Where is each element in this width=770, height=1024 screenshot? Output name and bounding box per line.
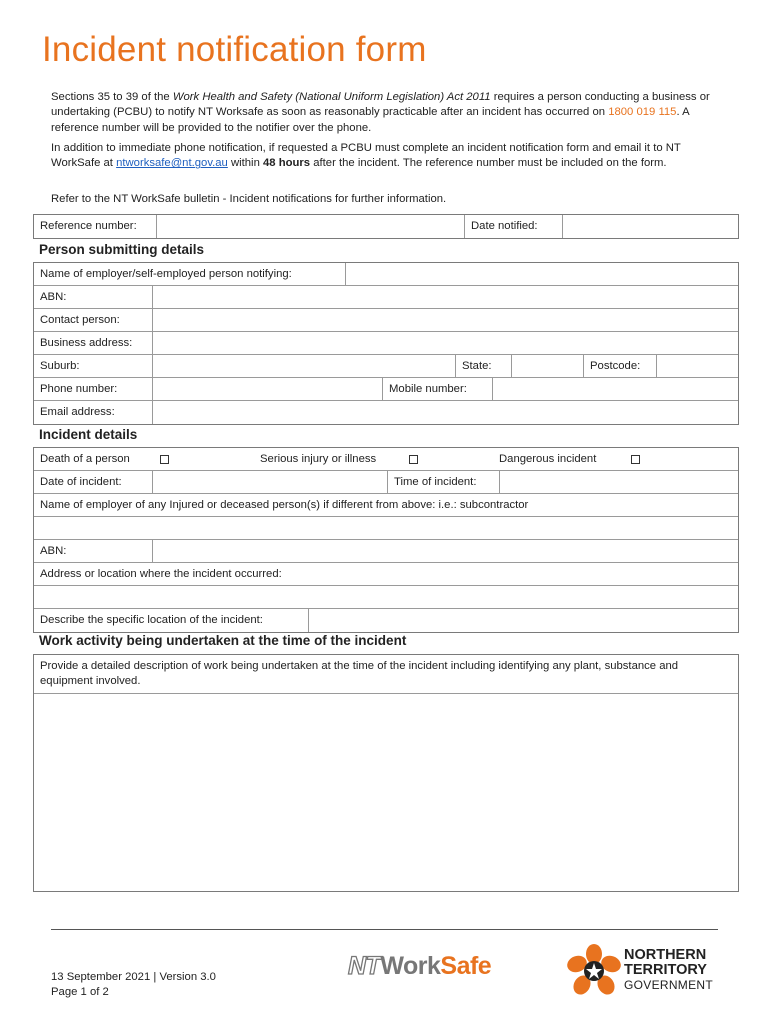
- injured-employer-label-row: [34, 494, 738, 517]
- email-link[interactable]: ntworksafe@nt.gov.au: [116, 157, 228, 170]
- intro-text: requires a person conducting a business or undertaking (PCBU) to notify NT Worksafe as soon as reasonably practicable after an incident has occurred on: [51, 91, 710, 119]
- dangerous-incident-label: Dangerous incident: [499, 453, 597, 465]
- mobile-number-label: Mobile number:: [389, 383, 467, 395]
- postcode-field[interactable]: [657, 355, 738, 377]
- person-table: [33, 262, 739, 425]
- phone-row: [34, 378, 738, 401]
- nt-worksafe-logo: NTWorkSafe: [348, 952, 492, 980]
- specific-location-field[interactable]: [309, 609, 738, 632]
- specific-location-label: Describe the specific location of the incident:: [40, 614, 263, 626]
- dangerous-incident-checkbox[interactable]: [631, 455, 640, 464]
- intro-text: . A reference number will be provided to the notifier over the phone.: [51, 106, 690, 134]
- page-title: Incident notification form: [42, 30, 427, 69]
- suburb-row: [34, 355, 738, 378]
- intro-paragraph-3: [51, 192, 731, 207]
- reference-table: [33, 214, 739, 239]
- injured-employer-field[interactable]: [34, 517, 738, 539]
- contact-person-field[interactable]: [153, 309, 738, 331]
- reference-number-label: Reference number:: [40, 220, 137, 232]
- incident-address-field-row: [34, 586, 738, 609]
- date-notified-field[interactable]: [563, 215, 738, 238]
- phone-number-link[interactable]: 1800 019 115: [608, 106, 677, 119]
- nt-government-flower-icon: [566, 944, 622, 998]
- incident-address-label: Address or location where the incident occurred:: [40, 568, 282, 580]
- intro-text: In addition to immediate phone notification, if requested a PCBU must complete an incident notification form and email it to NT WorkSafe at: [51, 142, 681, 170]
- intro-text: within: [227, 157, 263, 170]
- footer-divider: [51, 929, 718, 930]
- person-section-heading: Person submitting details: [39, 242, 205, 257]
- page-number: Page 1 of 2: [51, 986, 109, 998]
- death-label: Death of a person: [40, 453, 130, 465]
- work-description-field[interactable]: [34, 694, 738, 891]
- incident-abn-row: [34, 540, 738, 563]
- work-table: [33, 654, 739, 892]
- business-address-field[interactable]: [153, 332, 738, 354]
- work-description-label: Provide a detailed description of work being undertaken at the time of the incident including identifying any plant, substance and equipment involved.: [40, 660, 679, 687]
- employer-field[interactable]: [346, 263, 738, 285]
- email-address-label: Email address:: [40, 406, 115, 418]
- mobile-number-field[interactable]: [493, 378, 738, 400]
- nt-government-wordmark: NORTHERN TERRITORY: [624, 947, 707, 978]
- version-text: 13 September 2021 | Version 3.0: [51, 971, 216, 983]
- abn-field[interactable]: [153, 286, 738, 308]
- postcode-label: Postcode:: [590, 360, 641, 372]
- contact-row: [34, 309, 738, 332]
- intro-text: Refer to the NT WorkSafe bulletin - Incident notifications for further information.: [51, 193, 447, 205]
- incident-table: [33, 447, 739, 633]
- specific-location-row: [34, 609, 738, 632]
- act-name: Work Health and Safety (National Uniform Legislation) Act 2011: [172, 91, 491, 103]
- abn-row: [34, 286, 738, 309]
- phone-number-label: Phone number:: [40, 383, 118, 395]
- business-address-row: [34, 332, 738, 355]
- serious-injury-checkbox[interactable]: [409, 455, 418, 464]
- phone-number-field[interactable]: [153, 378, 382, 400]
- deadline-text: 48 hours: [263, 157, 311, 170]
- employer-row: [34, 263, 738, 286]
- incident-abn-field[interactable]: [153, 540, 738, 562]
- incident-section-heading: Incident details: [39, 427, 138, 442]
- intro-text: Sections 35 to 39 of the: [51, 91, 173, 103]
- reference-number-field[interactable]: [157, 215, 464, 238]
- email-row: [34, 401, 738, 424]
- work-description-label-row: [34, 655, 738, 694]
- date-of-incident-label: Date of incident:: [40, 476, 122, 488]
- time-of-incident-label: Time of incident:: [394, 476, 477, 488]
- incident-date-row: [34, 471, 738, 494]
- abn-label: ABN:: [40, 291, 67, 303]
- employer-label: Name of employer/self-employed person notifying:: [40, 268, 292, 280]
- business-address-label: Business address:: [40, 337, 133, 349]
- intro-paragraph-2: [51, 141, 731, 172]
- suburb-field[interactable]: [153, 355, 455, 377]
- state-field[interactable]: [512, 355, 583, 377]
- date-of-incident-field[interactable]: [153, 471, 387, 493]
- state-label: State:: [462, 360, 492, 372]
- serious-injury-label: Serious injury or illness: [260, 453, 377, 465]
- incident-abn-label: ABN:: [40, 545, 67, 557]
- time-of-incident-field[interactable]: [500, 471, 738, 493]
- intro-text: after the incident. The reference number must be included on the form.: [310, 157, 667, 170]
- intro-paragraph-1: [51, 90, 731, 136]
- injured-employer-field-row: [34, 517, 738, 540]
- contact-person-label: Contact person:: [40, 314, 120, 326]
- nt-government-subtitle: GOVERNMENT: [624, 978, 714, 992]
- incident-type-row: [34, 448, 738, 471]
- date-notified-label: Date notified:: [471, 220, 538, 232]
- reference-row: [34, 215, 738, 238]
- email-address-field[interactable]: [153, 401, 738, 424]
- injured-employer-label: Name of employer of any Injured or deceased person(s) if different from above: i.e.: subcontractor: [40, 499, 529, 511]
- suburb-label: Suburb:: [40, 360, 80, 372]
- footer-info: [51, 970, 216, 1000]
- work-section-heading: Work activity being undertaken at the time of the incident: [39, 633, 407, 648]
- incident-address-field[interactable]: [34, 586, 738, 608]
- death-checkbox[interactable]: [160, 455, 169, 464]
- incident-address-label-row: [34, 563, 738, 586]
